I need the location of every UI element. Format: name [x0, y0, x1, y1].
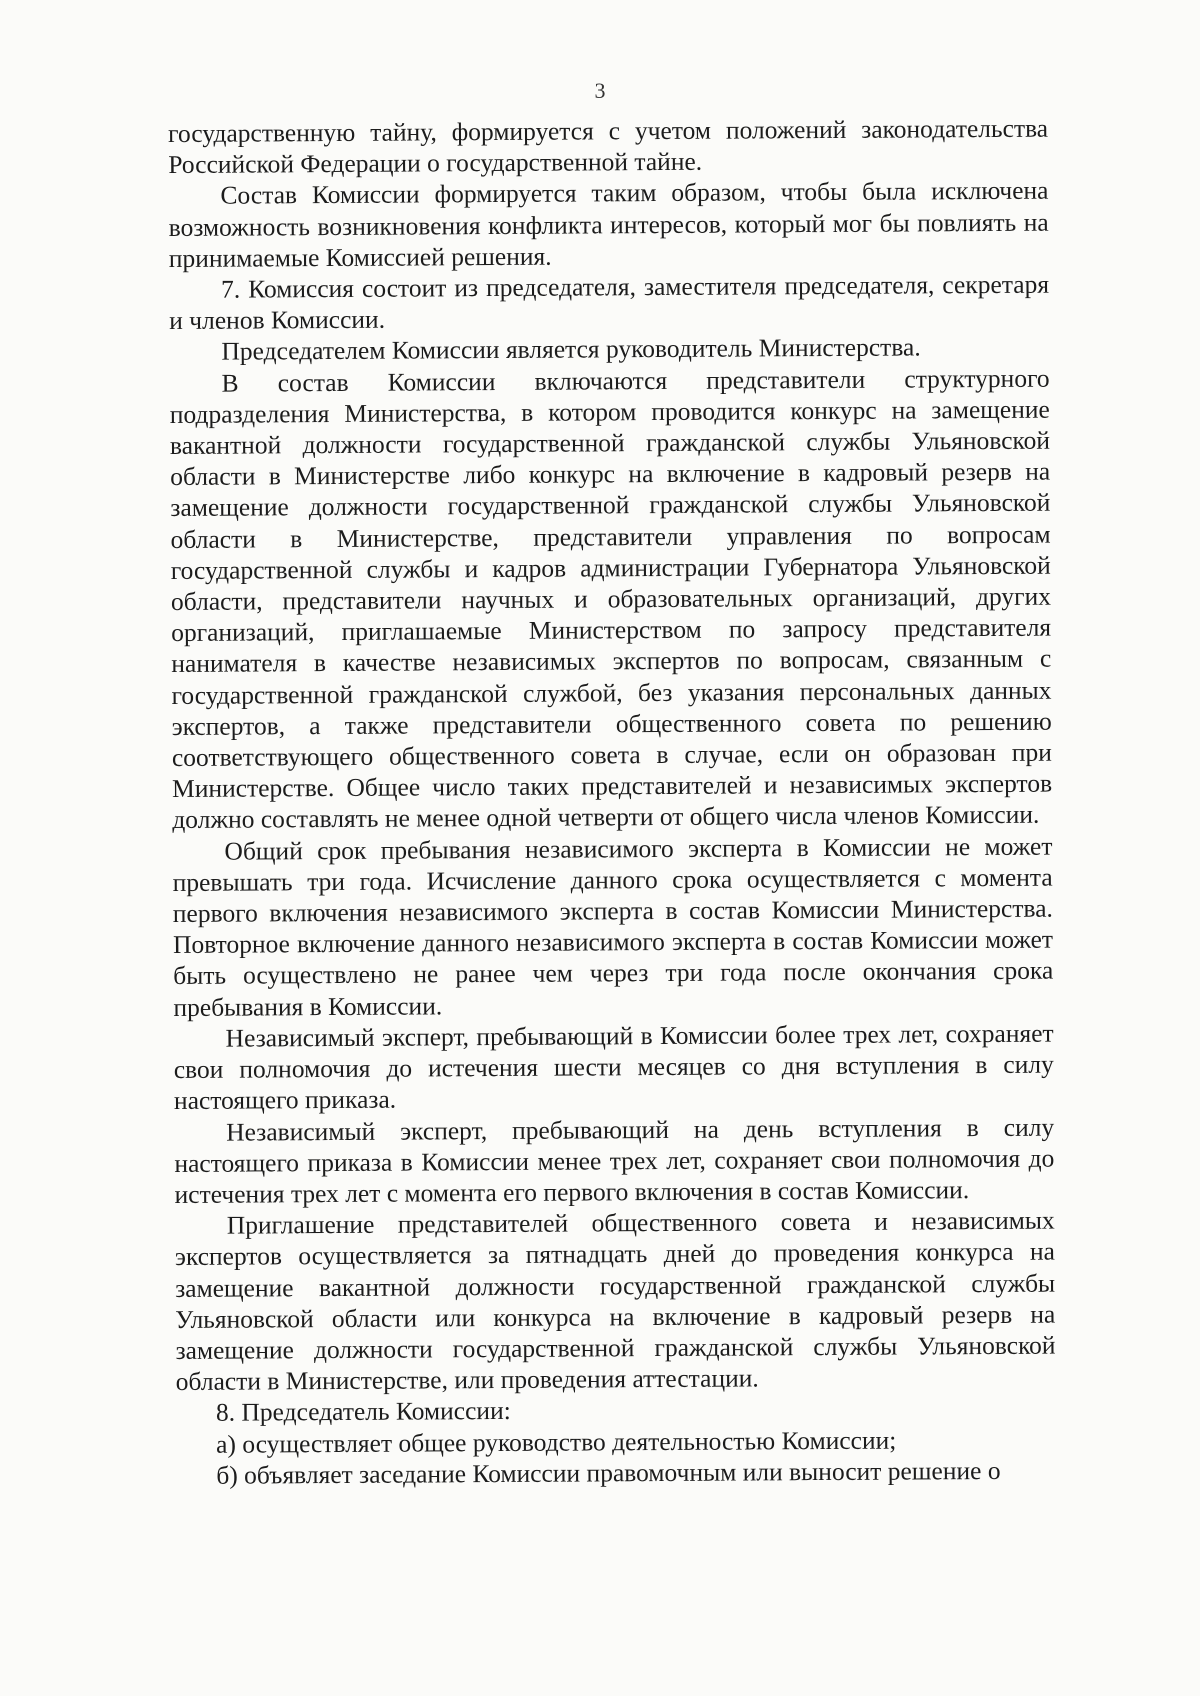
paragraph: Приглашение представителей общественного совета и независимых экспертов осуществляется за пятнадцать дней до проведения конкурса на замещение вакантной должности государственной гражданской службы Ульяновской области или конкурса на включение в кадровый резерв на замещение должности государственной гражданской службы Ульяновской области в Министерстве, или проведения аттестации.: [174, 1205, 1056, 1397]
list-item: б) объявляет заседание Комиссии правомочным или выносит решение о: [216, 1455, 1001, 1490]
list-item: а) осуществляет общее руководство деятельностью Комиссии;: [216, 1425, 897, 1459]
paragraph: Независимый эксперт, пребывающий на день вступления в силу настоящего приказа в Комиссии менее трех лет, сохраняет свои полномочия до истечения трех лет с момента его первого включения в состав Комиссии.: [174, 1112, 1055, 1209]
paragraph: Общий срок пребывания независимого эксперта в Комиссии не может превышать три года. Исчисление данного срока осуществляется с момента первого включения независимого эксперта в состав Комиссии Министерства. Повторное включение данного независимого эксперта в состав Комиссии может быть осуществлено не ранее чем через три года после окончания срока пребывания в Комиссии.: [172, 831, 1054, 1022]
document-body: [168, 113, 1056, 1491]
paragraph: государственную тайну, формируется с учетом положений законодательства Российской Федерации о государственной тайне.: [168, 113, 1049, 180]
paragraph: Состав Комиссии формируется таким образом, чтобы была исключена возможность возникновения конфликта интересов, который мог бы повлиять на принимаемые Комиссией решения.: [168, 176, 1049, 273]
paragraph: В состав Комиссии включаются представители структурного подразделения Министерства, в котором проводится конкурс на замещение вакантной должности государственной гражданской службы Ульяновской области в Министерстве либо конкурс на включение в кадровый резерв на замещение должности государственной гражданской службы Ульяновской области в Министерстве, представители управления по вопросам государственной службы и кадров администрации Губернатора Ульяновской области, представители научных и образовательных организаций, других организаций, приглашаемые Министерством по запросу представителя нанимателя в качестве независимых экспертов по вопросам, связанным с государственной гражданской службой, без указания персональных данных экспертов, а также представители общественного совета по решению соответствующего общественного совета в случае, если он образован при Министерстве. Общее число таких представителей и независимых экспертов должно составлять не менее одной четверти от общего числа членов Комиссии.: [169, 363, 1053, 835]
paragraph: 7. Комиссия состоит из председателя, заместителя председателя, секретаря и членов Комиссии.: [169, 269, 1050, 336]
page-number: 3: [594, 78, 606, 103]
section-heading: 8. Председатель Комиссии:: [215, 1396, 511, 1428]
paragraph: Независимый эксперт, пребывающий в Комиссии более трех лет, сохраняет свои полномочия до истечения шести месяцев со дня вступления в силу настоящего приказа.: [173, 1018, 1054, 1116]
paragraph: Председателем Комиссии является руководитель Министерства.: [221, 332, 921, 367]
